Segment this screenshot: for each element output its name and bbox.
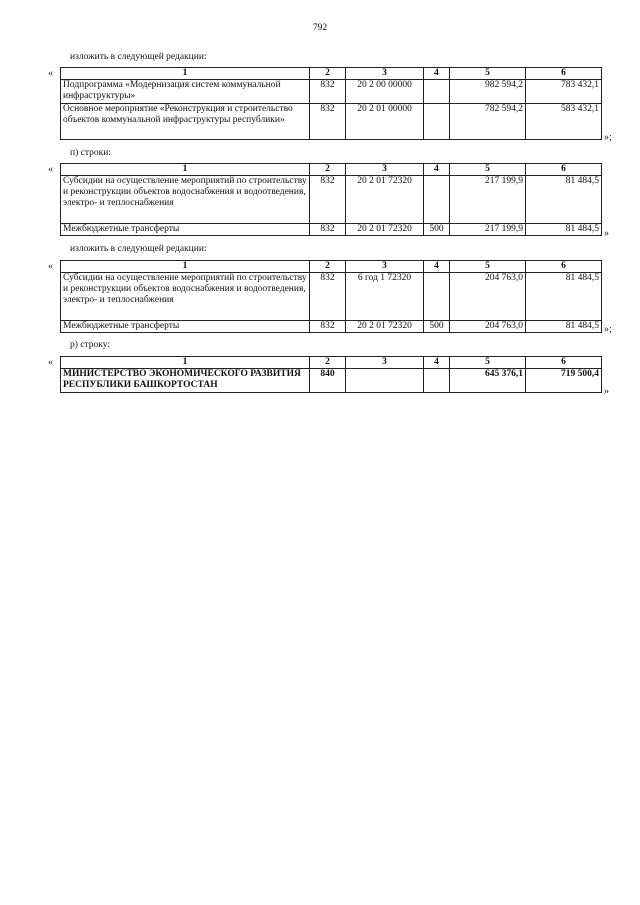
header-cell: 2 — [310, 357, 346, 369]
row-amount-2: 81 484,5 — [526, 224, 602, 236]
row-expense-type — [424, 80, 450, 104]
section-4-intro: р) строку: — [70, 340, 111, 350]
row-name: Основное мероприятие «Реконструкция и строительство объектов коммунальной инфраструктуры республики» — [61, 104, 310, 140]
row-amount-1: 782 594,2 — [450, 104, 526, 140]
row-target-code: 20 2 00 00000 — [346, 80, 424, 104]
header-cell: 1 — [61, 261, 310, 273]
table-row — [61, 80, 602, 104]
row-expense-type — [424, 176, 450, 224]
header-cell: 6 — [526, 164, 602, 176]
row-expense-type — [424, 104, 450, 140]
header-cell: 1 — [61, 68, 310, 80]
row-amount-2: 783 432,1 — [526, 80, 602, 104]
section-3-table — [60, 260, 602, 333]
header-cell: 4 — [424, 164, 450, 176]
header-cell: 6 — [526, 357, 602, 369]
header-cell: 5 — [450, 357, 526, 369]
table-row — [61, 224, 602, 236]
row-expense-type — [424, 273, 450, 321]
table-header-row — [61, 68, 602, 80]
row-ministry-code: 832 — [310, 224, 346, 236]
row-amount-2: 583 432,1 — [526, 104, 602, 140]
row-target-code: 20 2 01 72320 — [346, 176, 424, 224]
row-ministry-code: 832 — [310, 176, 346, 224]
row-target-code: 20 2 01 72320 — [346, 321, 424, 333]
row-target-code: 20 2 01 72320 — [346, 224, 424, 236]
header-cell: 3 — [346, 357, 424, 369]
row-amount-1: 645 376,1 — [450, 369, 526, 393]
row-name: МИНИСТЕРСТВО ЭКОНОМИЧЕСКОГО РАЗВИТИЯ РЕСПУБЛИКИ БАШКОРТОСТАН — [61, 369, 310, 393]
section-4-table — [60, 356, 602, 393]
table-row — [61, 104, 602, 140]
row-name: Межбюджетные трансферты — [61, 224, 310, 236]
row-amount-1: 217 199,9 — [450, 224, 526, 236]
row-ministry-code: 832 — [310, 321, 346, 333]
header-cell: 4 — [424, 68, 450, 80]
table-row — [61, 273, 602, 321]
row-name: Межбюджетные трансферты — [61, 321, 310, 333]
section-2-open-quote: « — [48, 164, 53, 175]
table-row — [61, 369, 602, 393]
section-4-open-quote: « — [48, 357, 53, 368]
row-amount-2: 81 484,5 — [526, 321, 602, 333]
header-cell: 2 — [310, 261, 346, 273]
row-ministry-code: 840 — [310, 369, 346, 393]
header-cell: 6 — [526, 68, 602, 80]
header-cell: 5 — [450, 261, 526, 273]
section-1-open-quote: « — [48, 68, 53, 79]
section-3-open-quote: « — [48, 261, 53, 272]
section-3-close-quote: »; — [604, 324, 612, 335]
row-amount-1: 217 199,9 — [450, 176, 526, 224]
row-expense-type — [424, 369, 450, 393]
section-2-table — [60, 163, 602, 236]
row-name: Субсидии на осуществление мероприятий по строительству и реконструкции объектов водоснабжения и водоотведения, электро- и теплоснабжения — [61, 176, 310, 224]
row-expense-type: 500 — [424, 224, 450, 236]
header-cell: 1 — [61, 164, 310, 176]
row-ministry-code: 832 — [310, 273, 346, 321]
row-target-code: 6 год 1 72320 — [346, 273, 424, 321]
header-cell: 2 — [310, 68, 346, 80]
header-cell: 6 — [526, 261, 602, 273]
header-cell: 4 — [424, 261, 450, 273]
header-cell: 3 — [346, 261, 424, 273]
row-name: Субсидии на осуществление мероприятий по строительству и реконструкции объектов водоснабжения и водоотведения, электро- и теплоснабжения — [61, 273, 310, 321]
section-2-intro: п) строки: — [70, 148, 111, 158]
row-amount-1: 204 763,0 — [450, 321, 526, 333]
section-1-intro: изложить в следующей редакции: — [70, 52, 207, 62]
row-amount-1: 982 594,2 — [450, 80, 526, 104]
table-header-row — [61, 164, 602, 176]
header-cell: 3 — [346, 164, 424, 176]
section-3-intro: изложить в следующей редакции: — [70, 244, 207, 254]
header-cell: 2 — [310, 164, 346, 176]
header-cell: 5 — [450, 164, 526, 176]
table-row — [61, 321, 602, 333]
row-ministry-code: 832 — [310, 104, 346, 140]
row-expense-type: 500 — [424, 321, 450, 333]
row-amount-2: 81 484,5 — [526, 273, 602, 321]
section-2-close-quote: » — [604, 228, 609, 239]
row-target-code — [346, 369, 424, 393]
row-amount-2: 719 500,4 — [526, 369, 602, 393]
row-name: Подпрограмма «Модернизация систем коммунальной инфраструктуры» — [61, 80, 310, 104]
header-cell: 4 — [424, 357, 450, 369]
table-row — [61, 176, 602, 224]
page-number: 792 — [312, 23, 328, 33]
header-cell: 1 — [61, 357, 310, 369]
header-cell: 3 — [346, 68, 424, 80]
row-target-code: 20 2 01 00000 — [346, 104, 424, 140]
section-1-close-quote: »; — [604, 132, 612, 143]
row-ministry-code: 832 — [310, 80, 346, 104]
section-1-table — [60, 67, 602, 140]
section-4-close-quote: » — [604, 386, 609, 397]
row-amount-1: 204 763,0 — [450, 273, 526, 321]
table-header-row — [61, 261, 602, 273]
header-cell: 5 — [450, 68, 526, 80]
row-amount-2: 81 484,5 — [526, 176, 602, 224]
table-header-row — [61, 357, 602, 369]
